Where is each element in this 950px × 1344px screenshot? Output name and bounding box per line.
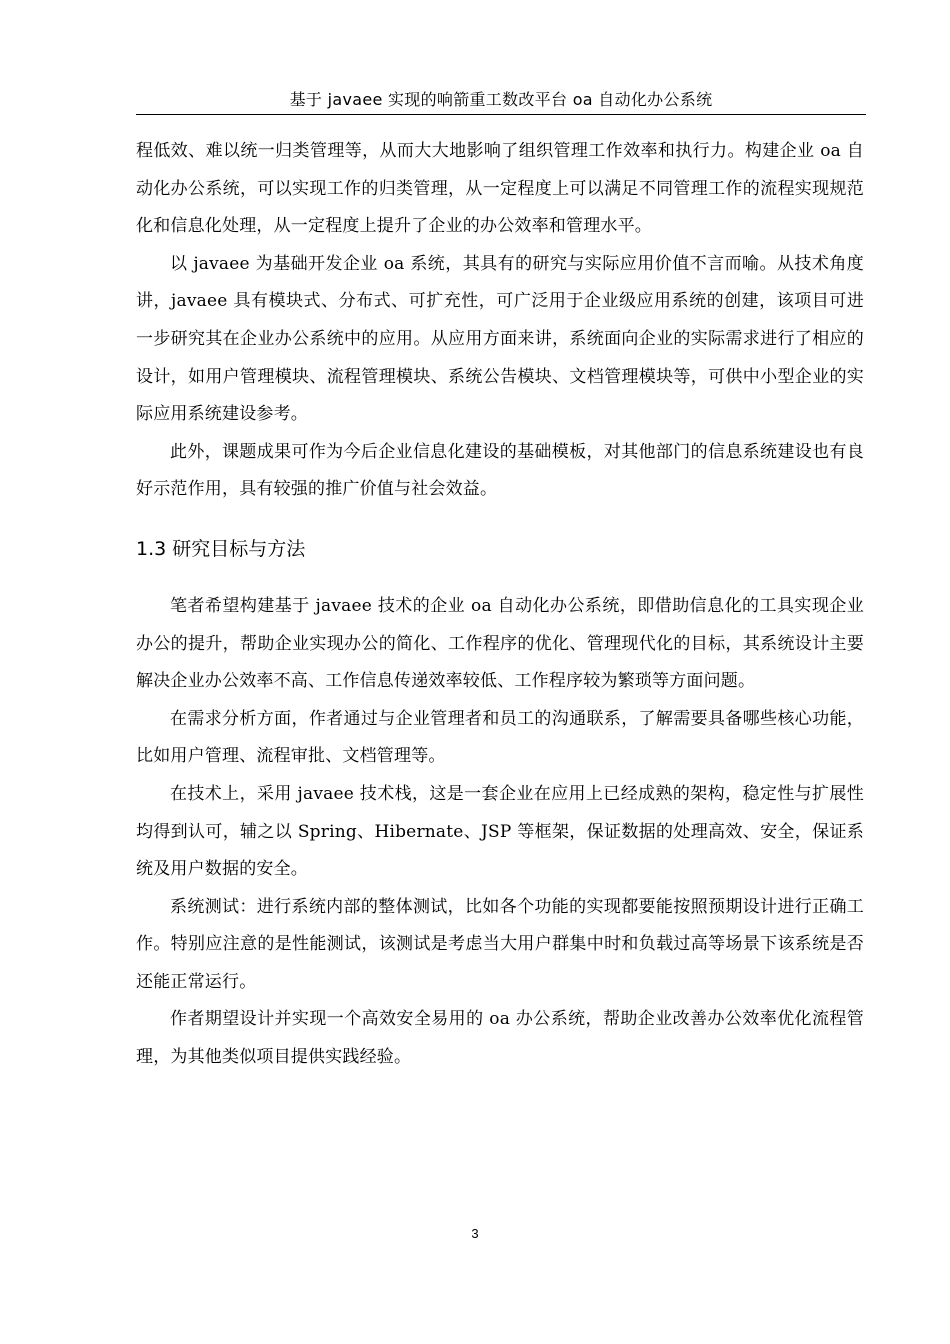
- document-body: [136, 133, 864, 1077]
- paragraph-expectation: 作者期望设计并实现一个高效安全易用的 oa 办公系统，帮助企业改善办公效率优化流程管理，为其他类似项目提供实践经验。: [136, 1009, 864, 1068]
- paragraph-continuation: 程低效、难以统一归类管理等，从而大大地影响了组织管理工作效率和执行力。构建企业 oa 自动化办公系统，可以实现工作的归类管理，从一定程度上可以满足不同管理工作的流程实现规范化和信息化处理，从一定程度上提升了企业的办公效率和管理水平。: [136, 141, 864, 237]
- page-header: 基于 javaee 实现的响箭重工数改平台 oa 自动化办公系统: [289, 90, 713, 109]
- paragraph-technology: 在技术上，采用 javaee 技术栈，这是一套企业在应用上已经成熟的架构，稳定性与扩展性均得到认可，辅之以 Spring、Hibernate、JSP 等框架，保证数据的处理高效、安全，保证系统及用户数据的安全。: [136, 783, 864, 880]
- paragraph-research-goal: 笔者希望构建基于 javaee 技术的企业 oa 自动化办公系统，即借助信息化的工具实现企业办公的提升，帮助企业实现办公的简化、工作程序的优化、管理现代化的目标，其系统设计主要解决企业办公效率不高、工作信息传递效率较低、工作程序较为繁琐等方面问题。: [136, 595, 864, 692]
- section-heading: 1.3 研究目标与方法: [136, 537, 306, 560]
- header-divider: [136, 114, 866, 115]
- paragraph-system-testing: 系统测试：进行系统内部的整体测试，比如各个功能的实现都要能按照预期设计进行正确工作。特别应注意的是性能测试，该测试是考虑当大用户群集中时和负载过高等场景下该系统是否还能正常运行。: [136, 896, 864, 992]
- paragraph-value-of-javaee: 以 javaee 为基础开发企业 oa 系统，其具有的研究与实际应用价值不言而喻。从技术角度讲，javaee 具有模块式、分布式、可扩充性，可广泛用于企业级应用系统的创建，该项目可进一步研究其在企业办公系统中的应用。从应用方面来讲，系统面向企业的实际需求进行了相应的设计，如用户管理模块、流程管理模块、系统公告模块、文档管理模块等，可供中小型企业的实际应用系统建设参考。: [136, 253, 864, 425]
- paragraph-promotion-value: 此外，课题成果可作为今后企业信息化建设的基础模板，对其他部门的信息系统建设也有良好示范作用，具有较强的推广价值与社会效益。: [136, 441, 864, 500]
- paragraph-requirements-analysis: 在需求分析方面，作者通过与企业管理者和员工的沟通联系，了解需要具备哪些核心功能，比如用户管理、流程审批、文档管理等。: [136, 708, 864, 767]
- page-number: 3: [471, 1226, 479, 1241]
